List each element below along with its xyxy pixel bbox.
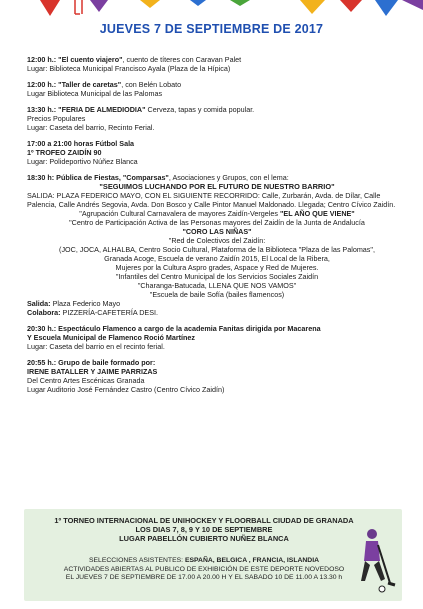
event-baile [27,358,407,394]
route-text: SALIDA: PLAZA FEDERICO MAYO, CON EL SIGUIENTE RECORRIDO: Calle, Zurbarán, Avda. de Dílar, Calle Palencia, Calle Andrés Segovia, Avda. Don Bosco y Calle Pintor Manuel Maldonado. Llegada; Centro Cívico Zaidín. [27,191,396,209]
group-bold: "CORO LAS NIÑAS" [182,227,252,236]
torneo-schedule: EL JUEVES 7 DE SEPTIEMBRE DE 17.00 A 20.00 H Y EL SABADO 10 DE 11.00 A 13.30 h [65,574,343,582]
event-time: 18:30 h: [27,173,57,182]
event-title: "El cuento viajero" [58,55,123,64]
event-place: Lugar: Biblioteca Municipal Francisco Ayala (Plaza de la Hípica) [27,64,231,73]
event-title: 20:30 h.: Espectáculo Flamenco a cargo de la academia Fanitas dirigida por Macarena [27,324,321,333]
torneo-activities: ACTIVIDADES ABIERTAS AL PUBLICO DE EXHIBICIÓN DE ESTE DEPORTE NOVEDOSO [63,565,345,573]
salida-value: Plaza Federico Mayo [50,299,121,308]
salida-label: Salida: [27,299,51,308]
event-cuento [27,55,407,73]
event-title: Grupo de baile formado por: [58,358,156,367]
event-place: Lugar: Caseta del barrio en el recinto ferial. [27,342,165,351]
event-time: 12:00 h.: [27,80,59,89]
event-time: 13:30 h.: [27,105,59,114]
bunting-decoration [0,0,423,24]
group-text: Granada Acoge, Escuela de verano Zaidín 2015, El Local de la Ribera, [104,254,330,263]
torneo-details [24,557,384,583]
event-title: "FERIA DE ALMEDIODIA" [58,105,146,114]
event-title: Pública de Fiestas, "Comparsas" [56,173,169,182]
group-text: Mujeres por la Cultura Aspro grades, Aspace y Red de Mujeres. [115,263,319,272]
event-comparsas [27,173,407,317]
event-time: 20:55 h.: [27,358,59,367]
event-place: Lugar: Caseta del barrio, Recinto Ferial. [27,123,155,132]
floorball-player-icon [352,525,396,595]
event-title: "Taller de caretas" [58,80,122,89]
colabora-value: PIZZERÍA-CAFETERÍA DESI. [60,308,158,317]
selecciones-label: SELECCIONES ASISTENTES: [88,557,185,564]
torneo-title [24,516,384,543]
page-title: JUEVES 7 DE SEPTIEMBRE DE 2017 [99,22,324,36]
event-title: 17:00 a 21:00 horas Fútbol Sala [27,139,135,148]
event-desc: Cerveza, tapas y comida popular. [145,105,255,114]
event-list [27,55,407,401]
torneo-title-line: 1º TORNEO INTERNACIONAL DE UNIHOCKEY Y FLOORBALL CIUDAD DE GRANADA [54,516,354,525]
colabora-label: Colabora: [27,308,61,317]
motto: "SEGUIMOS LUCHANDO POR EL FUTURO DE NUESTRO BARRIO" [99,182,335,191]
event-time: 12:00 h.: [27,55,59,64]
event-place: Lugar: Polideportivo Núñez Blanca [27,157,138,166]
group-text: "Centro de Participación Activa de las Personas mayores del Zaidín de la Junta de Andalucía [69,218,365,227]
event-performers: IRENE BATALLER Y JAIME PARRIZAS [27,367,158,376]
torneo-dates: LOS DIAS 7, 8, 9 Y 10 DE SEPTIEMBRE [135,525,273,534]
group-text: "Charanga-Batucada, LLENA QUE NOS VAMOS" [137,281,297,290]
event-place: Lugar Biblioteca Municipal de las Palomas [27,89,163,98]
event-futbol [27,139,407,166]
group-text: "Escuela de baile Sofía (bailes flamencos) [149,290,285,299]
event-desc: , Asociaciones y Grupos, con el lema: [168,173,289,182]
event-flamenco [27,324,407,351]
event-desc: , cuento de títeres con Caravan Palet [122,55,242,64]
selecciones-value: ESPAÑA, BELGICA , FRANCIA, ISLANDIA [184,557,319,564]
event-note: Precios Populares [27,114,86,123]
event-subtitle: Y Escuela Municipal de Flamenco Roció Martínez [27,333,196,342]
event-desc: , con Belén Lobato [121,80,182,89]
event-subtitle: 1º TROFEO ZAIDÍN 90 [27,148,102,157]
event-caretas [27,80,407,98]
group-text: (JOC, JOCA, ALHALBA, Centro Socio Cultural, Plataforma de la Biblioteca "Plaza de las Palomas", [59,245,375,254]
group-bold: "EL AÑO QUE VIENE" [280,209,355,218]
torneo-box [24,509,402,601]
group-text: "Infantiles del Centro Municipal de los Servicios Sociales Zaidín [115,272,319,281]
group-text: "Agrupación Cultural Carnavalera de mayores Zaidín-Vergeles [79,209,280,218]
event-place: Lugar Auditorio José Fernández Castro (Centro Cívico Zaidín) [27,385,225,394]
groups-list [27,209,407,299]
torneo-place: LUGAR PABELLÓN CUBIERTO NUÑEZ BLANCA [119,534,289,543]
torneo-selecciones [24,557,384,566]
group-text: "Red de Colectivos del Zaidín: [168,236,266,245]
event-feria [27,105,407,132]
event-note: Del Centro Artes Escénicas Granada [27,376,145,385]
